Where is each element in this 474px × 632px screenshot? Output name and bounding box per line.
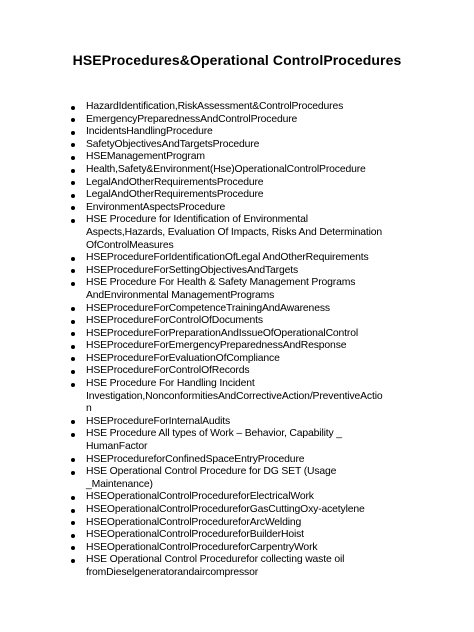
list-item bbox=[86, 328, 386, 341]
bullet-icon bbox=[71, 257, 75, 261]
list-item-text: HSEProcedureForEvaluationOfCompliance bbox=[86, 352, 280, 364]
list-item-text: HSE Procedure For Handling Incident Investigation,NonconformitiesAndCorrectiveAction/PreventiveAction bbox=[86, 378, 383, 415]
list-item-text: HSEManagementProgram bbox=[86, 151, 205, 163]
list-item-text: HSEOperationalControlProcedureforElectricalWork bbox=[86, 491, 314, 503]
bullet-icon bbox=[71, 282, 75, 286]
list-item bbox=[86, 126, 386, 139]
list-item-text: HSE Procedure All types of Work – Behavior, Capability _ HumanFactor bbox=[86, 428, 342, 453]
bullet-icon bbox=[71, 534, 75, 538]
list-item bbox=[86, 491, 386, 504]
list-item-text: HSEProcedureForSettingObjectivesAndTargets bbox=[86, 264, 299, 276]
list-item bbox=[86, 177, 386, 190]
bullet-icon bbox=[71, 357, 75, 361]
list-item bbox=[86, 277, 386, 302]
bullet-icon bbox=[71, 206, 75, 210]
list-item-text: HSEProcedureForEmergencyPreparednessAndResponse bbox=[86, 340, 347, 352]
bullet-icon bbox=[71, 471, 75, 475]
bullet-icon bbox=[71, 118, 75, 122]
document-title: HSEProcedures&Operational ControlProcedures bbox=[72, 52, 402, 68]
list-item bbox=[86, 517, 386, 530]
list-item bbox=[86, 554, 386, 579]
bullet-icon bbox=[71, 420, 75, 424]
list-item-text: HSEOperationalControlProcedureforBuilderHoist bbox=[86, 529, 304, 541]
list-item bbox=[86, 416, 386, 429]
list-item-text: HazardIdentification,RiskAssessment&ControlProcedures bbox=[86, 101, 344, 112]
list-item-text: HSEProcedureForInternalAudits bbox=[86, 415, 231, 427]
list-item bbox=[86, 542, 386, 555]
list-item-text: HSE Procedure For Health & Safety Management Programs AndEnvironmental ManagementPrograms bbox=[86, 277, 356, 301]
bullet-icon bbox=[71, 307, 75, 311]
list-item-text: HSEOperationalControlProcedureforArcWelding bbox=[86, 516, 302, 528]
bullet-icon bbox=[71, 320, 75, 324]
bullet-icon bbox=[71, 345, 75, 349]
bullet-icon bbox=[71, 219, 75, 223]
list-item-text: LegalAndOtherRequirementsProcedure bbox=[86, 176, 264, 188]
list-item bbox=[86, 504, 386, 517]
list-item bbox=[86, 265, 386, 278]
list-item-text: IncidentsHandlingProcedure bbox=[86, 126, 213, 138]
list-item bbox=[86, 189, 386, 202]
list-item-text: HSEProcedureForCompetenceTrainingAndAwareness bbox=[86, 302, 330, 314]
bullet-icon bbox=[71, 370, 75, 374]
bullet-icon bbox=[71, 521, 75, 525]
list-item-text: Health,Safety&Environment(Hse)OperationalControlProcedure bbox=[86, 163, 366, 175]
procedure-list bbox=[86, 101, 386, 580]
bullet-icon bbox=[71, 194, 75, 198]
bullet-icon bbox=[71, 181, 75, 185]
bullet-icon bbox=[71, 143, 75, 147]
list-item bbox=[86, 164, 386, 177]
bullet-icon bbox=[71, 383, 75, 387]
list-item-text: EmergencyPreparednessAndControlProcedure bbox=[86, 113, 298, 125]
list-item bbox=[86, 340, 386, 353]
bullet-icon bbox=[71, 433, 75, 437]
list-item bbox=[86, 252, 386, 265]
list-item-text: HSEProcedureforConfinedSpaceEntryProcedure bbox=[86, 453, 305, 465]
list-item-text: HSE Procedure for Identification of Environmental Aspects,Hazards, Evaluation Of Impacts, Risks And Determination OfControlMeasures bbox=[86, 214, 383, 251]
list-item-text: LegalAndOtherRequirementsProcedure bbox=[86, 189, 264, 201]
list-item-text: SafetyObjectivesAndTargetsProcedure bbox=[86, 138, 260, 150]
list-item bbox=[86, 303, 386, 316]
list-item bbox=[86, 202, 386, 215]
list-item bbox=[86, 365, 386, 378]
bullet-icon bbox=[71, 169, 75, 173]
list-item bbox=[86, 454, 386, 467]
bullet-icon bbox=[71, 546, 75, 550]
list-item-text: EnvironmentAspectsProcedure bbox=[86, 201, 226, 213]
list-item bbox=[86, 428, 386, 453]
bullet-icon bbox=[71, 156, 75, 160]
list-item bbox=[86, 315, 386, 328]
list-item bbox=[86, 466, 386, 491]
list-item bbox=[86, 353, 386, 366]
bullet-icon bbox=[71, 496, 75, 500]
list-item-text: HSEProcedureForControlOfRecords bbox=[86, 365, 250, 377]
list-item bbox=[86, 139, 386, 152]
list-item bbox=[86, 151, 386, 164]
bullet-icon bbox=[71, 131, 75, 135]
bullet-icon bbox=[71, 269, 75, 273]
list-item bbox=[86, 529, 386, 542]
list-item bbox=[86, 114, 386, 127]
bullet-icon bbox=[71, 458, 75, 462]
list-item bbox=[86, 214, 386, 252]
list-item-text: HSEOperationalControlProcedureforGasCuttingOxy-acetylene bbox=[86, 504, 365, 515]
list-item-text: HSE Operational Control Procedurefor collecting waste oil fromDieselgeneratorandaircompressor bbox=[86, 554, 345, 578]
list-item-text: HSE Operational Control Procedure for DG SET (Usage _Maintenance) bbox=[86, 466, 337, 490]
list-item-text: HSEProcedureForIdentificationOfLegal AndOtherRequirements bbox=[86, 252, 369, 264]
list-item bbox=[86, 378, 386, 416]
list-item-text: HSEProcedureForPreparationAndIssueOfOperationalControl bbox=[86, 327, 359, 339]
list-item bbox=[86, 101, 386, 114]
list-item-text: HSEOperationalControlProcedureforCarpentryWork bbox=[86, 541, 318, 553]
bullet-icon bbox=[71, 509, 75, 513]
bullet-icon bbox=[71, 559, 75, 563]
list-item-text: HSEProcedureForControlOfDocuments bbox=[86, 315, 263, 327]
bullet-icon bbox=[71, 106, 75, 110]
bullet-icon bbox=[71, 332, 75, 336]
